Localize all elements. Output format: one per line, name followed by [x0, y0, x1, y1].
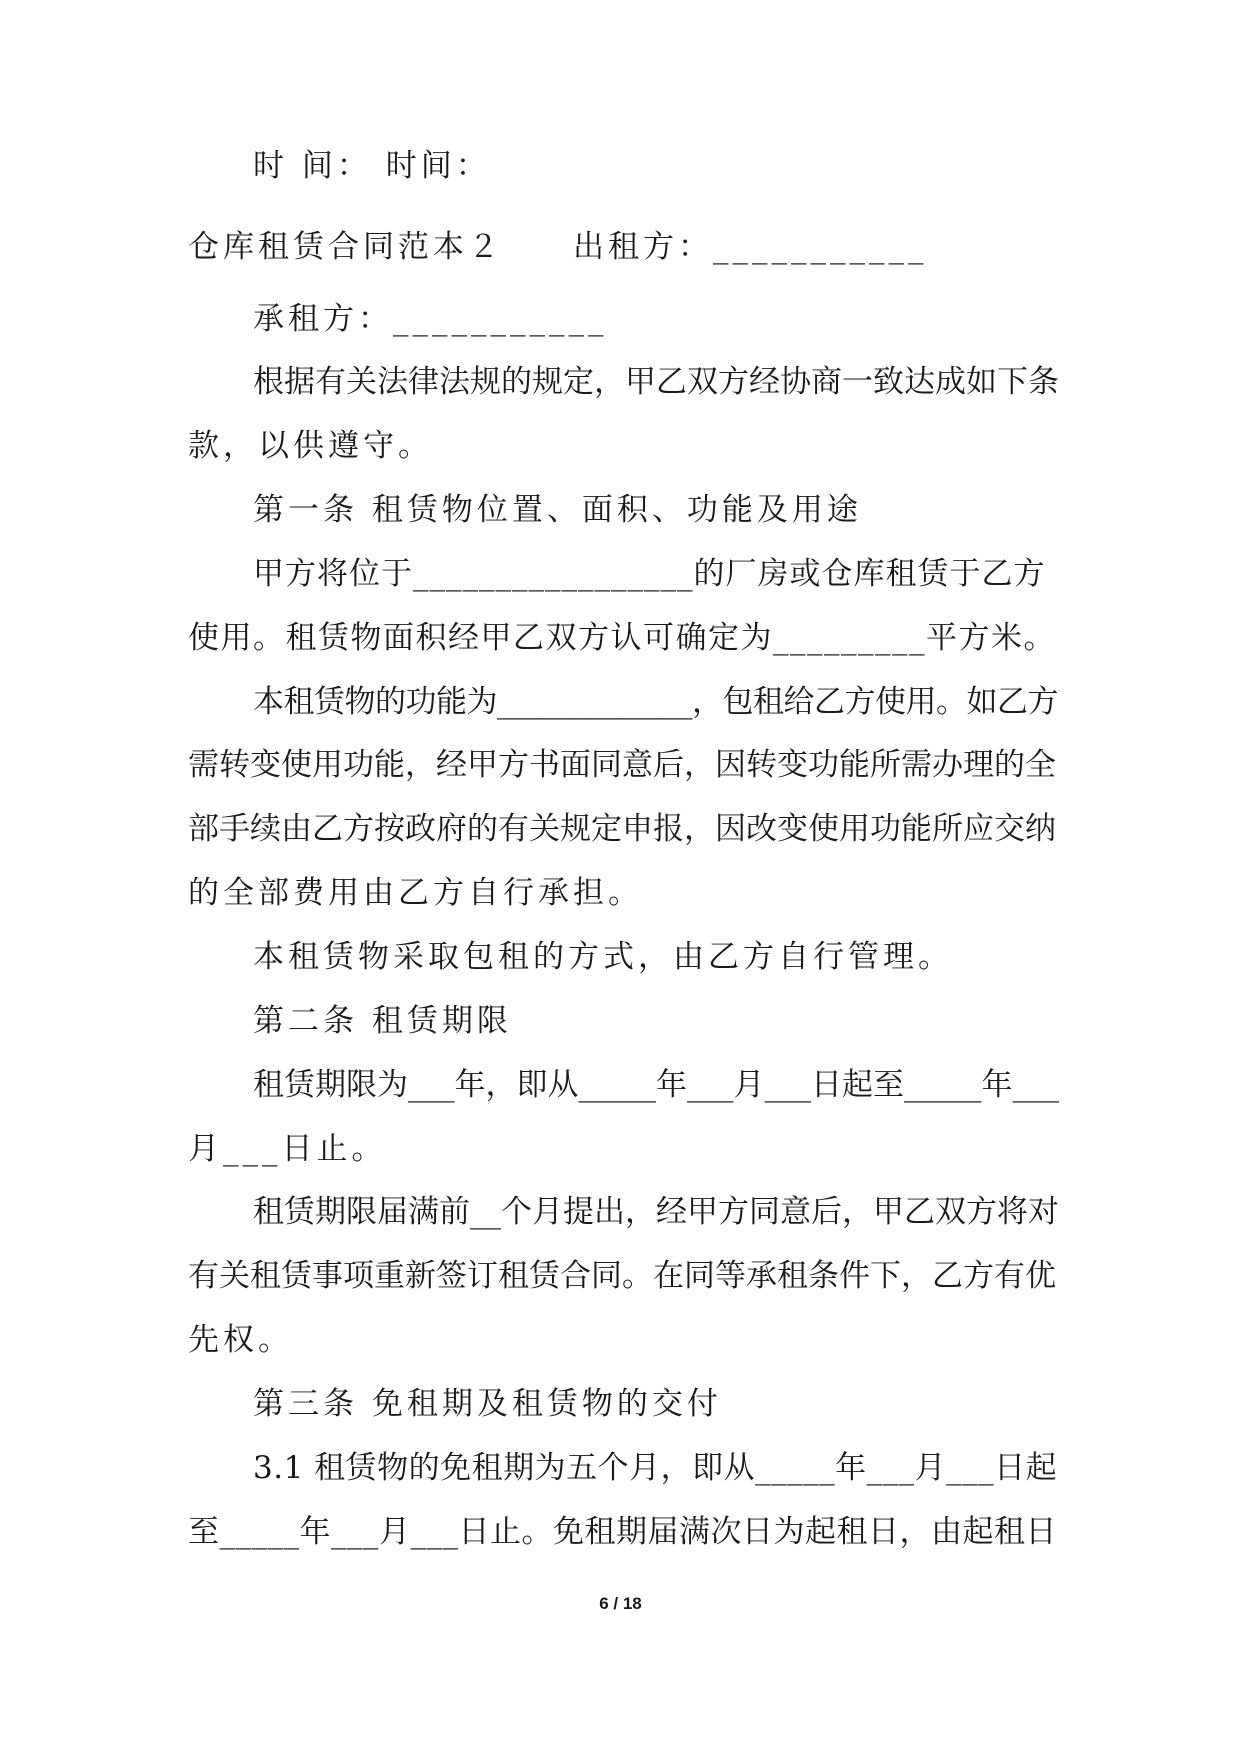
- text-line: 3.1 租赁物的免租期为五个月，即从_____年___月___日起: [253, 1450, 1058, 1486]
- text-line: 本租赁物的功能为_____________，包租给乙方使用。如乙方: [253, 684, 1058, 720]
- text-line: 的全部费用由乙方自行承担。: [188, 875, 643, 911]
- text-line: 租赁期限届满前__个月提出，经甲方同意后，甲乙双方将对: [253, 1194, 1059, 1230]
- section-heading: 第一条 租赁物位置、面积、功能及用途: [253, 492, 862, 528]
- text-line: 需转变使用功能，经甲方书面同意后，因转变功能所需办理的全: [188, 747, 1056, 783]
- text-line: 月___日止。: [188, 1131, 387, 1167]
- text-line: 先权。: [188, 1322, 293, 1358]
- text-line: 时 间： 时间：: [253, 148, 491, 184]
- text-line: 使用。租赁物面积经甲乙双方认可确定为_________平方米。: [188, 620, 1056, 656]
- text-line: 有关租赁事项重新签订租赁合同。在同等承租条件下，乙方有优: [188, 1258, 1056, 1294]
- text-line: 根据有关法律法规的规定，甲乙双方经协商一致达成如下条: [253, 364, 1059, 400]
- text-line: 款，以供遵守。: [188, 428, 433, 464]
- page-number: 6 / 18: [599, 1594, 642, 1613]
- text-line: 租赁期限为___年，即从_____年___月___日起至_____年___: [253, 1067, 1059, 1103]
- text-line: 本租赁物采取包租的方式，由乙方自行管理。: [253, 939, 953, 975]
- text-line: 至_____年___月___日止。免租期届满次日为起租日，由起租日: [188, 1514, 1057, 1550]
- text-line: 部手续由乙方按政府的有关规定申报，因改变使用功能所应交纳: [188, 811, 1056, 847]
- section-heading: 第二条 租赁期限: [253, 1003, 512, 1039]
- text-line: 甲方将位于_________________的厂房或仓库租赁于乙方: [253, 556, 1046, 592]
- text-line: 仓库租赁合同范本２ 出租方：___________: [188, 229, 928, 265]
- text-line: 承租方：___________: [253, 301, 608, 337]
- section-heading: 第三条 免租期及租赁物的交付: [253, 1386, 722, 1422]
